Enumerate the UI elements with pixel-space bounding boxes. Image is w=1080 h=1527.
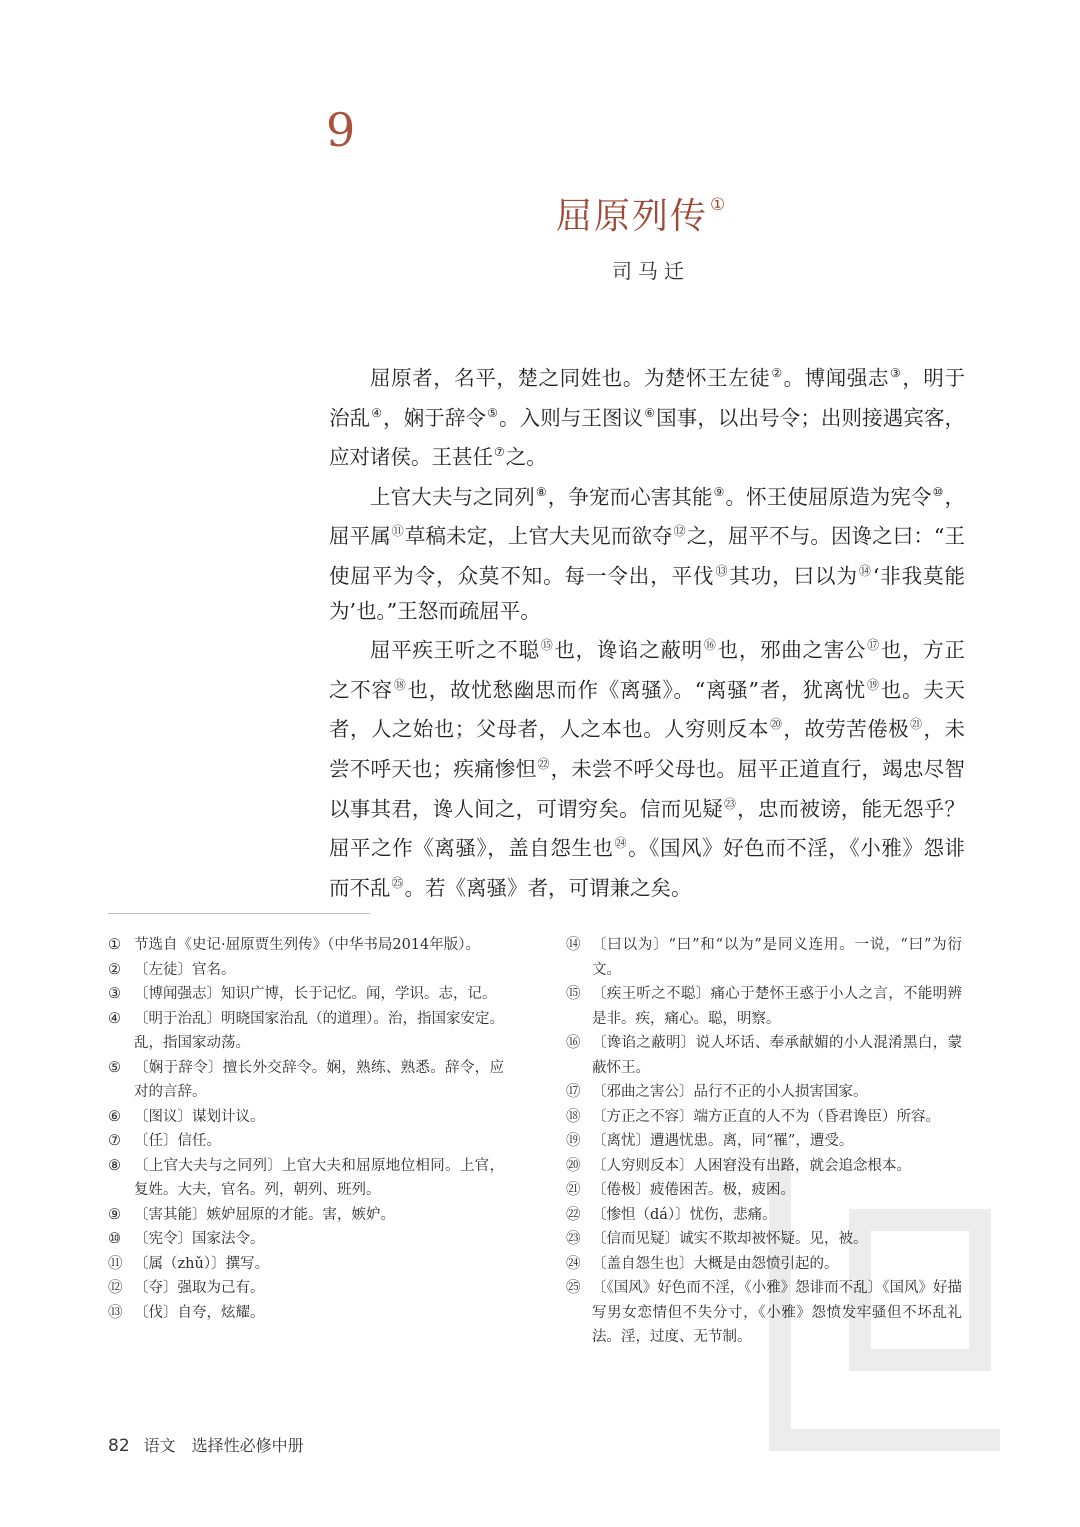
- footnote: [108, 1276, 504, 1301]
- footnote-number: ⑤: [108, 1059, 121, 1076]
- footnote-number: ②: [108, 961, 121, 978]
- note-reference: ⑱: [393, 677, 407, 692]
- footnote-text: 〔倦极〕疲倦困苦。极，疲困。: [592, 1182, 795, 1198]
- note-reference: ㉔: [614, 836, 628, 851]
- text-run: 。入则与王图议: [499, 405, 644, 430]
- footnote-text: 〔《国风》好色而不淫，《小雅》怨诽而不乱〕《国风》好描写男女恋情但不失分寸，《小雅》怨愤发牢骚但不坏乱礼法。淫，过度、无节制。: [592, 1280, 962, 1345]
- footnote-number: ⑮: [566, 986, 581, 1002]
- footnote-text: 节选自《史记·屈原贾生列传》（中华书局2014年版）。: [134, 937, 481, 953]
- text-run: ，故劳苦倦极: [783, 717, 910, 742]
- note-reference: ⑯: [703, 638, 717, 653]
- footnote: [108, 1301, 504, 1326]
- text-run: ，争宠而心害其能: [547, 484, 713, 509]
- footnote-text: 〔属（zhǔ）〕撰写。: [134, 1255, 270, 1272]
- text-run: 。《国风》好色而不淫，《小雅》怨诽而不乱: [329, 836, 966, 900]
- text-run: 屈平疾王听之不聪: [370, 638, 540, 663]
- note-reference: ⑳: [769, 717, 783, 732]
- footnote-number: ⑳: [566, 1157, 581, 1174]
- text-run: 也，谗谄之蔽明: [554, 638, 703, 663]
- footnote-text: 〔惨怛（dá）〕忧伤，悲痛。: [592, 1206, 777, 1223]
- title-text: 屈原列传: [556, 196, 709, 237]
- footnote: [108, 1154, 504, 1203]
- note-reference: ⑮: [540, 638, 554, 653]
- footnote-text: 〔信而见疑〕诚实不欺却被怀疑。见，被。: [592, 1231, 868, 1247]
- footnote-number: ㉕: [566, 1280, 581, 1296]
- text-run: ，未尝不呼父母也。屈平正道直行，竭忠尽智以事其君，谗人间之，可谓穷矣。信而见疑: [329, 756, 965, 821]
- footnote-number: ⑨: [108, 1206, 121, 1223]
- page-title: [556, 180, 727, 242]
- watermark-logo: [740, 1100, 1040, 1480]
- footnote: [108, 1252, 504, 1277]
- footnotes-left-column: [108, 933, 504, 1325]
- text-run: 也。夫天者，人之始也；父母者，人之本也。人穷则反本: [329, 677, 965, 742]
- footnote-number: ㉒: [566, 1206, 581, 1223]
- footnote-number: ⑱: [566, 1108, 581, 1125]
- author-name: 司马迁: [612, 259, 690, 283]
- text-run: ，未尝不呼天也；疾痛惨怛: [329, 717, 965, 781]
- footnote-text: 〔明于治乱〕明晓国家治乱（的道理）。治，指国家安定。乱，指国家动荡。: [134, 1010, 504, 1051]
- footnote-text: 〔疾王听之不聪〕痛心于楚怀王惑于小人之言，不能明辨是非。疾，痛心。聪，明察。: [592, 986, 962, 1027]
- footnote-text: 〔谗谄之蔽明〕说人坏话、奉承献媚的小人混淆黑白，蒙蔽怀王。: [592, 1035, 962, 1076]
- footnote-number: ㉔: [566, 1255, 581, 1272]
- text-run: 。怀王使屈原造为宪令: [725, 484, 932, 509]
- footnote-number: ⑬: [108, 1304, 123, 1321]
- footnote: [108, 958, 504, 983]
- footnote: [108, 1227, 504, 1252]
- footnote: [566, 1031, 962, 1080]
- text-run: 之，屈平不与。因谗之曰：“王使屈平为令，众莫不知。每一令出，平伐: [329, 524, 966, 588]
- lesson-number: 9: [326, 103, 356, 157]
- text-run: 之。: [505, 445, 547, 470]
- footnote: [566, 982, 962, 1031]
- footnote-number: ⑥: [108, 1108, 121, 1125]
- footnote-number: ⑫: [108, 1280, 123, 1296]
- footnote-number: ㉓: [566, 1231, 581, 1247]
- note-reference: ⑨: [713, 484, 725, 499]
- text-run: 。博闻强志: [783, 366, 890, 390]
- note-reference: ⑰: [867, 638, 880, 653]
- footnote-text: 〔任〕信任。: [134, 1133, 221, 1149]
- note-reference: ⑤: [487, 405, 498, 420]
- footnote-text: 〔害其能〕嫉妒屈原的才能。害，嫉妒。: [134, 1206, 395, 1223]
- footnote-text: 〔图议〕谋划计议。: [134, 1108, 265, 1125]
- main-text: [329, 356, 965, 905]
- note-reference: ㉒: [537, 756, 550, 771]
- footnote-number: ①: [108, 937, 121, 953]
- paragraph: [329, 475, 965, 628]
- footnote-text: 〔邪曲之害公〕品行不正的小人损害国家。: [592, 1084, 868, 1100]
- footnote-text: 〔娴于辞令〕擅长外交辞令。娴，熟练、熟悉。辞令，应对的言辞。: [134, 1059, 504, 1100]
- text-run: 草稿未定，上官大夫见而欲夺: [404, 524, 673, 549]
- footnote-text: 〔左徒〕官名。: [134, 961, 236, 978]
- footnote-number: ⑩: [108, 1231, 121, 1247]
- text-run: 也，方正之不容: [329, 638, 965, 702]
- text-run: 屈原者，名平，楚之同姓也。为楚怀王左徒: [370, 366, 771, 390]
- note-reference: ⑧: [535, 484, 547, 499]
- footnote-number: ④: [108, 1010, 121, 1027]
- footnote: [108, 1105, 504, 1130]
- footnote: [566, 933, 962, 982]
- text-run: 国事，以出号令；出则接遇宾客，应对诸侯。王甚任: [329, 405, 966, 470]
- footnote-text: 〔离忧〕遭遇忧患。离，同“罹”，遭受。: [592, 1133, 854, 1149]
- subject-label: 语文: [143, 1436, 176, 1455]
- note-reference: ㉓: [723, 796, 737, 811]
- text-run: 其功，曰以为: [729, 563, 858, 588]
- note-reference: ⑬: [715, 563, 729, 578]
- text-run: 上官大夫与之同列: [370, 484, 535, 509]
- footnote: [108, 1007, 504, 1056]
- footnote-text: 〔曰以为〕“曰”和“以为”是同义连用。一说，“曰”为衍文。: [592, 937, 962, 978]
- footnote-divider: [108, 913, 370, 914]
- text-run: 也，邪曲之害公: [717, 638, 867, 663]
- footnote-text: 〔盖自怨生也〕大概是由怨愤引起的。: [592, 1255, 839, 1272]
- footnote: [108, 1203, 504, 1228]
- note-reference: ⑥: [644, 405, 656, 420]
- page-footer: [108, 1434, 304, 1458]
- note-reference: ③: [890, 366, 902, 380]
- text-run: ，忠而被谤，能无怨乎？屈平之作《离骚》，盖自怨生也: [329, 796, 965, 861]
- text-run: ，屈平属: [329, 484, 966, 549]
- footnote-number: ⑯: [566, 1035, 581, 1051]
- note-reference: ⑲: [866, 677, 880, 692]
- note-reference: ㉕: [391, 875, 404, 890]
- note-reference: ㉑: [910, 717, 923, 732]
- note-reference: ②: [771, 366, 783, 380]
- footnote-text: 〔博闻强志〕知识广博，长于记忆。闻，学识。志，记。: [134, 986, 497, 1002]
- text-run: ，娴于辞令: [383, 405, 487, 430]
- note-reference: ⑪: [391, 524, 404, 539]
- note-reference: ⑦: [494, 445, 505, 460]
- footnote-number: ⑭: [566, 937, 581, 953]
- footnote-text: 〔上官大夫与之同列〕上官大夫和屈原地位相同。上官，复姓。大夫，官名。列，朝列、班列。: [134, 1157, 504, 1198]
- footnote-number: ⑧: [108, 1157, 121, 1174]
- footnote-text: 〔方正之不容〕端方正直的人不为（昏君谗臣）所容。: [592, 1108, 940, 1125]
- text-run: 也，故忧愁幽思而作《离骚》。“离骚”者，犹离忧: [407, 677, 866, 702]
- note-reference: ⑩: [932, 484, 944, 499]
- text-run: ‘非我莫能为’也。”王怒而疏屈平。: [329, 563, 965, 623]
- footnote-number: ⑰: [566, 1084, 581, 1100]
- page-number: 82: [108, 1436, 130, 1456]
- footnote: [108, 933, 504, 958]
- note-reference: ⑭: [858, 563, 872, 578]
- paragraph: [329, 628, 965, 905]
- note-reference: ④: [371, 405, 383, 420]
- note-reference: ⑫: [673, 524, 686, 539]
- footnote: [108, 1056, 504, 1105]
- footnote-text: 〔伐〕自夸，炫耀。: [134, 1304, 265, 1321]
- footnote-number: ㉑: [566, 1182, 581, 1198]
- footnote-number: ⑦: [108, 1133, 121, 1149]
- text-run: ，明于治乱: [329, 366, 965, 430]
- book-label: 选择性必修中册: [191, 1436, 304, 1455]
- footnote: [108, 1129, 504, 1154]
- footnote-number: ⑲: [566, 1133, 581, 1149]
- text-run: 。若《离骚》者，可谓兼之矣。: [404, 875, 692, 900]
- footnote-number: ⑪: [108, 1255, 123, 1272]
- footnote-number: ③: [108, 986, 121, 1002]
- footnote-text: 〔夺〕强取为己有。: [134, 1280, 265, 1296]
- paragraph: [329, 356, 965, 475]
- footnote-text: 〔人穷则反本〕人困窘没有出路，就会追念根本。: [592, 1157, 911, 1174]
- footnote: [108, 982, 504, 1007]
- title-note-mark: ①: [710, 195, 728, 215]
- footnote-text: 〔宪令〕国家法令。: [134, 1231, 265, 1247]
